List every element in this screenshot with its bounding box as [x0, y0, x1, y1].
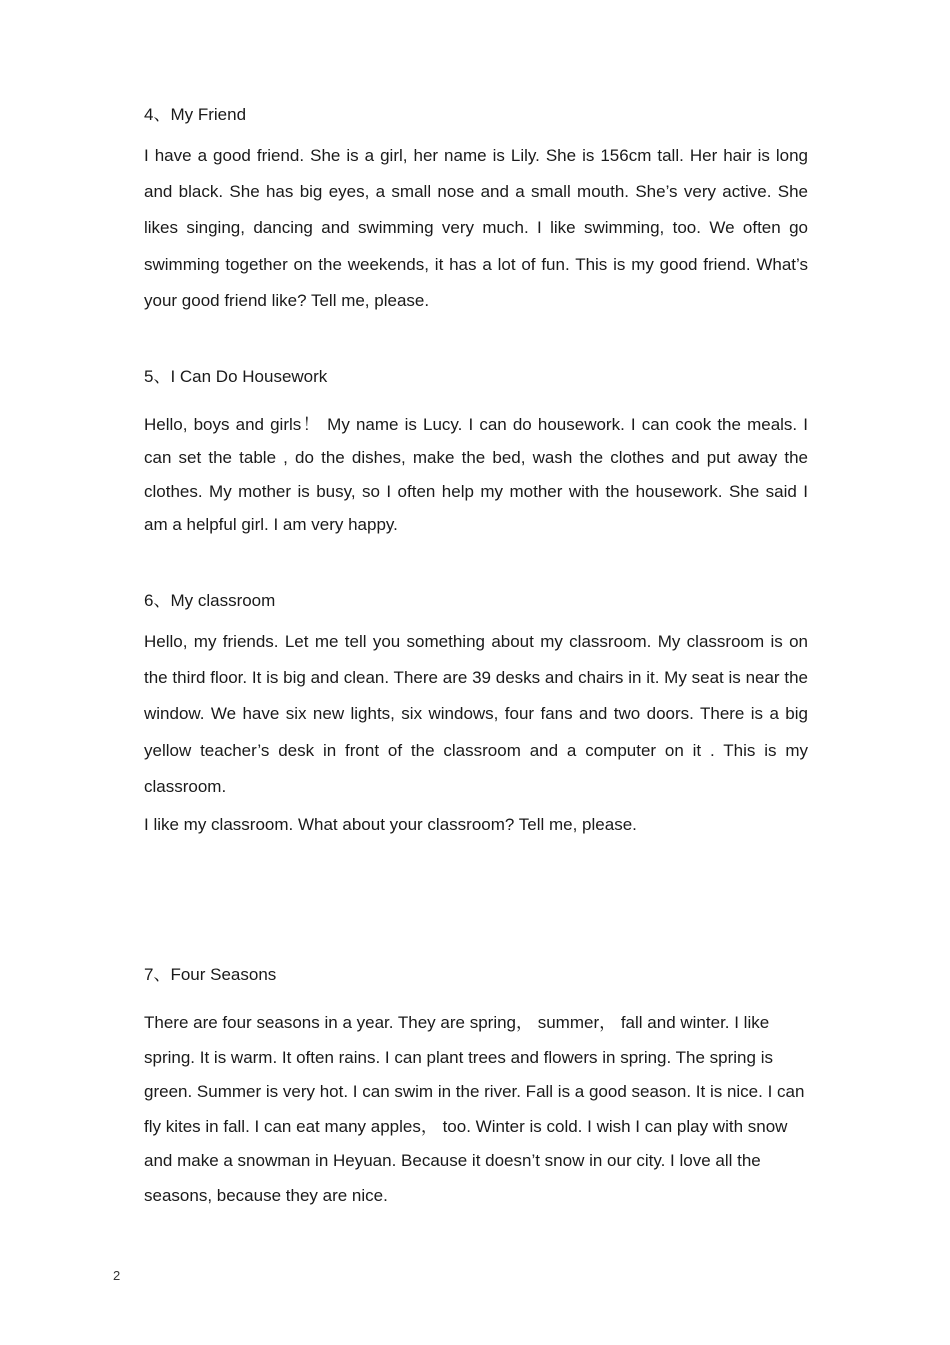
paragraph-classroom-closing: I like my classroom. What about your classroom? Tell me, please. — [144, 815, 637, 834]
section-heading-my-friend: 4、My Friend — [144, 105, 247, 124]
section-heading-housework: 5、I Can Do Housework — [144, 367, 328, 386]
paragraph-four-seasons: There are four seasons in a year. They are spring， summer， fall and winter. I like spring. It is warm. It often rains. I can plant trees and flowers in spring. The spring is green. Summer is very hot. I can swim in the river. Fall is a good season. It is nice. I can fly kites in fall. I can eat many apples， too. Winter is cold. I wish I can play with snow and make a snowman in Heyuan. Because it doesn’t snow in our city. I love all the seasons, because they are nice. — [144, 1013, 805, 1205]
page-number: 2 — [113, 1268, 121, 1283]
section-heading-four-seasons: 7、Four Seasons — [144, 965, 277, 984]
section-heading-classroom: 6、My classroom — [144, 591, 276, 610]
paragraph-my-friend: I have a good friend. She is a girl, her name is Lily. She is 156cm tall. Her hair is long and black. She has big eyes, a small nose and a small mouth. She’s very active. She likes singing, dancing and swimming very much. I like swimming, too. We often go swimming together on the weekends, it has a lot of fun. This is my good friend. What’s your good friend like? Tell me, please. — [144, 146, 808, 310]
paragraph-housework: Hello, boys and girls！ My name is Lucy. I can do housework. I can cook the meals. I can set the table , do the dishes, make the bed, wash the clothes and put away the clothes. My mother is busy, so I often help my mother with the housework. She said I am a helpful girl. I am very happy. — [144, 415, 808, 534]
paragraph-classroom: Hello, my friends. Let me tell you something about my classroom. My classroom is on the third floor. It is big and clean. There are 39 desks and chairs in it. My seat is near the window. We have six new lights, six windows, four fans and two doors. There is a big yellow teacher’s desk in front of the classroom and a computer on it . This is my classroom. — [144, 632, 808, 796]
